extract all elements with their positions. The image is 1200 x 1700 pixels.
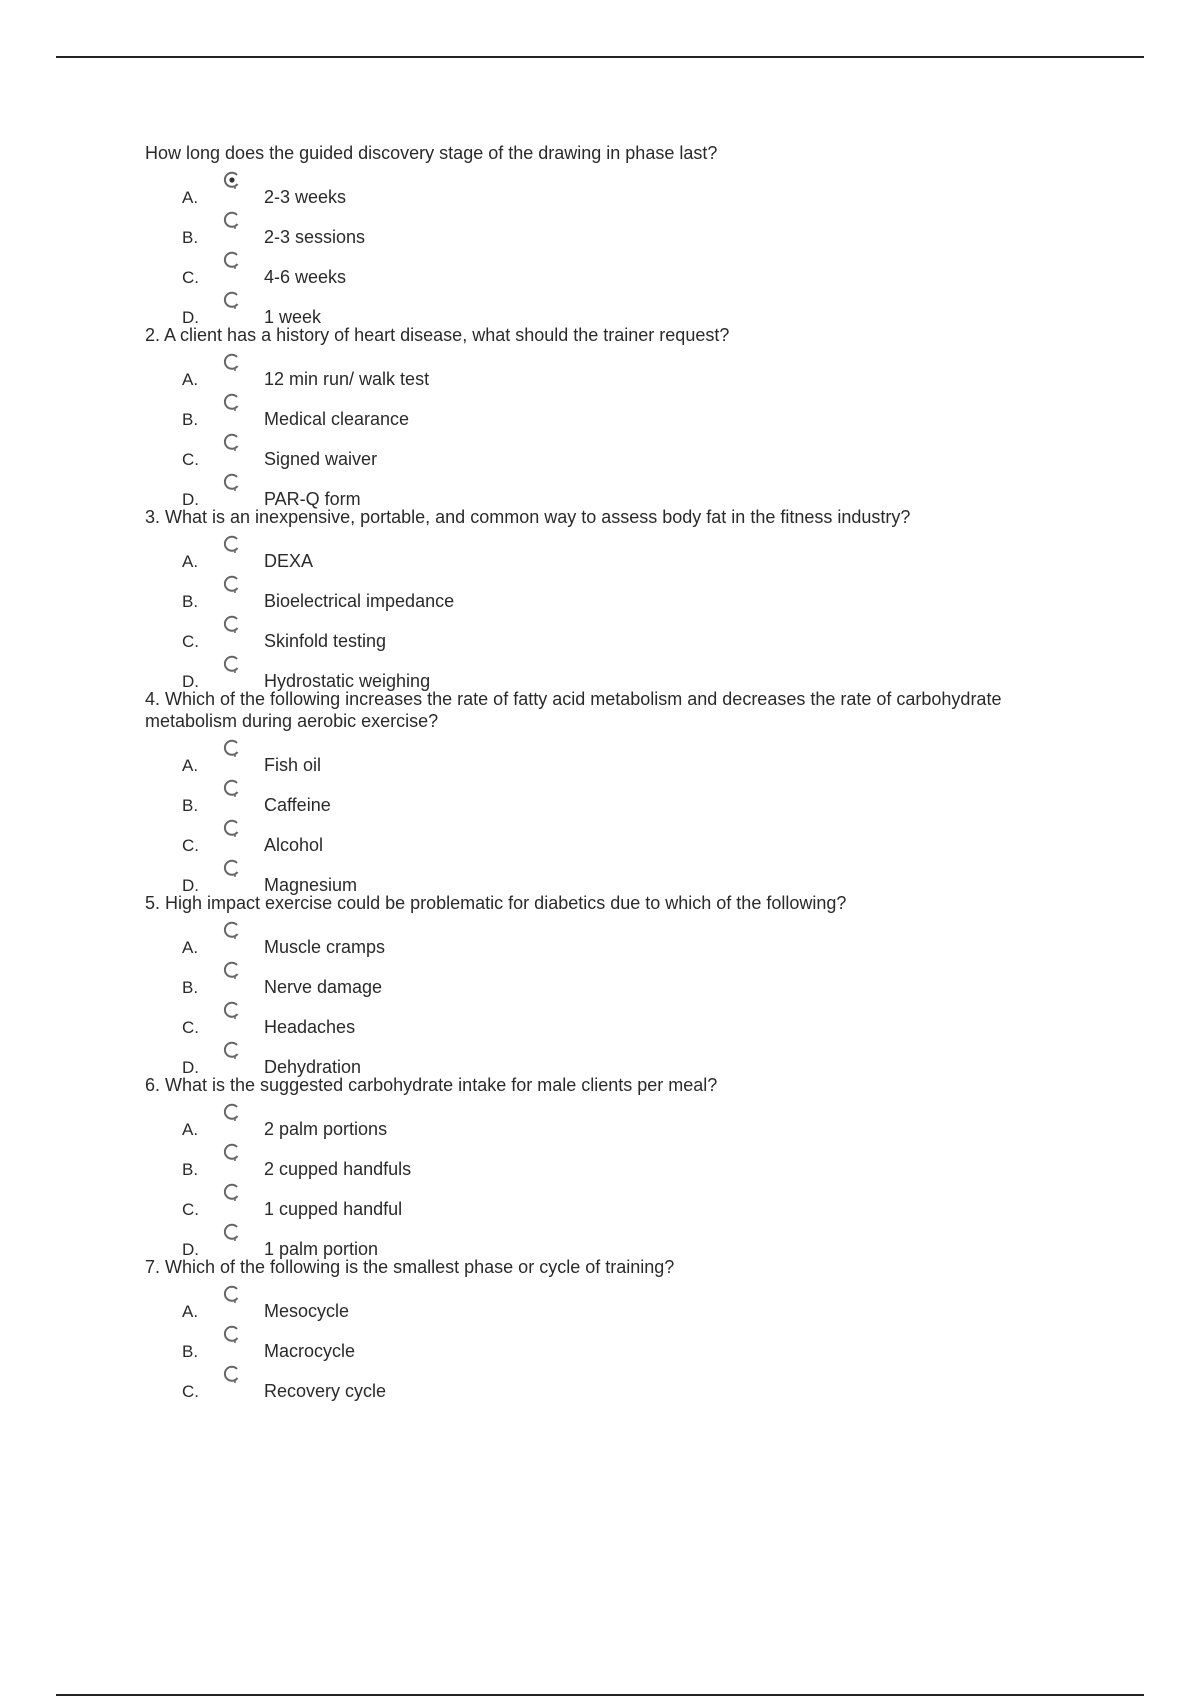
quiz-body [145,142,1065,1401]
answer-option[interactable] [145,204,1065,247]
radio-icon[interactable] [222,1284,242,1304]
option-text: 2-3 sessions [264,227,366,247]
option-text: Dehydration [264,1057,362,1077]
option-letter: A. [182,1120,199,1139]
answer-option[interactable] [145,608,1065,651]
answer-option[interactable] [145,346,1065,389]
option-letter: D. [182,308,199,327]
footer-rule [56,1694,1144,1696]
answer-options [145,1096,1065,1259]
option-text: Muscle cramps [264,937,386,957]
option-letter: D. [182,876,199,895]
option-letter: B. [182,592,199,611]
option-text: DEXA [264,551,314,571]
answer-option[interactable] [145,914,1065,957]
radio-icon[interactable] [222,210,242,230]
option-letter: D. [182,1058,199,1077]
option-letter: C. [182,268,199,287]
radio-icon[interactable] [222,1324,242,1344]
answer-option[interactable] [145,1136,1065,1179]
option-letter: A. [182,1302,199,1321]
answer-option[interactable] [145,1318,1065,1361]
option-text: Mesocycle [264,1301,350,1321]
question-1 [145,142,1065,327]
answer-option[interactable] [145,1278,1065,1321]
question-text: 5. High impact exercise could be problematic for diabetics due to which of the following? [145,893,847,913]
radio-icon[interactable] [222,654,242,674]
answer-option[interactable] [145,1096,1065,1139]
question-text: 3. What is an inexpensive, portable, and common way to assess body fat in the fitness industry? [145,507,911,527]
header-rule [56,56,1144,58]
question-7 [145,1256,1065,1401]
answer-option[interactable] [145,732,1065,775]
option-letter: D. [182,672,199,691]
answer-options [145,528,1065,691]
option-text: Skinfold testing [264,631,387,651]
radio-icon[interactable] [222,1102,242,1122]
option-letter: B. [182,978,199,997]
radio-icon[interactable] [222,960,242,980]
option-letter: A. [182,938,199,957]
answer-option[interactable] [145,812,1065,855]
answer-option[interactable] [145,466,1065,509]
option-letter: B. [182,1342,199,1361]
question-6 [145,1074,1065,1259]
option-text: Signed waiver [264,449,378,469]
option-text: Headaches [264,1017,356,1037]
radio-icon[interactable] [222,574,242,594]
option-letter: C. [182,1200,199,1219]
option-text: Macrocycle [264,1341,356,1361]
option-text: Magnesium [264,875,358,895]
option-letter: D. [182,490,199,509]
option-text: 2 palm portions [264,1119,388,1139]
answer-option[interactable] [145,1216,1065,1259]
answer-options [145,346,1065,509]
radio-icon[interactable] [222,1040,242,1060]
radio-icon[interactable] [222,1222,242,1242]
radio-checked-icon[interactable] [222,170,242,190]
option-text: Fish oil [264,755,322,775]
answer-option[interactable] [145,852,1065,895]
radio-icon[interactable] [222,392,242,412]
radio-icon[interactable] [222,472,242,492]
radio-icon[interactable] [222,290,242,310]
answer-options [145,732,1065,895]
option-letter: A. [182,188,199,207]
answer-options [145,914,1065,1077]
radio-icon[interactable] [222,614,242,634]
option-letter: A. [182,756,199,775]
option-text: 4-6 weeks [264,267,347,287]
answer-option[interactable] [145,772,1065,815]
option-text: 1 palm portion [264,1239,379,1259]
question-4 [145,688,1065,895]
question-text: 4. Which of the following increases the rate of fatty acid metabolism and decreases the rate of carbohydrate metabolism during aerobic exercise? [145,689,1002,731]
answer-option[interactable] [145,1176,1065,1219]
option-text: 2-3 weeks [264,187,347,207]
answer-option[interactable] [145,1358,1065,1401]
option-text: Alcohol [264,835,324,855]
radio-icon[interactable] [222,858,242,878]
option-letter: C. [182,836,199,855]
radio-icon[interactable] [222,818,242,838]
option-letter: C. [182,1382,199,1401]
radio-icon[interactable] [222,920,242,940]
radio-icon[interactable] [222,534,242,554]
option-text: Medical clearance [264,409,410,429]
radio-icon[interactable] [222,352,242,372]
option-text: 1 week [264,307,322,327]
option-text: 2 cupped handfuls [264,1159,412,1179]
answer-option[interactable] [145,244,1065,287]
question-text: 7. Which of the following is the smallest phase or cycle of training? [145,1257,675,1277]
answer-option[interactable] [145,954,1065,997]
option-letter: C. [182,1018,199,1037]
answer-option[interactable] [145,1034,1065,1077]
option-letter: A. [182,370,199,389]
answer-options [145,1278,1065,1401]
radio-icon[interactable] [222,778,242,798]
option-text: 1 cupped handful [264,1199,403,1219]
radio-icon[interactable] [222,738,242,758]
option-letter: C. [182,450,199,469]
option-letter: B. [182,410,199,429]
option-letter: B. [182,228,199,247]
question-3 [145,506,1065,691]
radio-icon[interactable] [222,1182,242,1202]
option-text: Hydrostatic weighing [264,671,431,691]
answer-options [145,164,1065,327]
option-letter: A. [182,552,199,571]
option-text: Nerve damage [264,977,383,997]
radio-icon[interactable] [222,1142,242,1162]
question-text: 2. A client has a history of heart disease, what should the trainer request? [145,325,730,345]
answer-option[interactable] [145,164,1065,207]
radio-icon[interactable] [222,432,242,452]
question-text: 6. What is the suggested carbohydrate intake for male clients per meal? [145,1075,718,1095]
question-5 [145,892,1065,1077]
answer-option[interactable] [145,426,1065,469]
radio-icon[interactable] [222,1364,242,1384]
option-text: 12 min run/ walk test [264,369,430,389]
answer-option[interactable] [145,528,1065,571]
answer-option[interactable] [145,284,1065,327]
question-text: How long does the guided discovery stage of the drawing in phase last? [145,143,718,163]
option-text: Caffeine [264,795,331,815]
answer-option[interactable] [145,994,1065,1037]
radio-icon[interactable] [222,1000,242,1020]
answer-option[interactable] [145,568,1065,611]
question-2 [145,324,1065,509]
radio-icon[interactable] [222,250,242,270]
option-letter: B. [182,796,199,815]
option-letter: C. [182,632,199,651]
option-text: Recovery cycle [264,1381,387,1401]
option-text: PAR-Q form [264,489,361,509]
option-text: Bioelectrical impedance [264,591,455,611]
option-letter: B. [182,1160,199,1179]
answer-option[interactable] [145,648,1065,691]
option-letter: D. [182,1240,199,1259]
answer-option[interactable] [145,386,1065,429]
